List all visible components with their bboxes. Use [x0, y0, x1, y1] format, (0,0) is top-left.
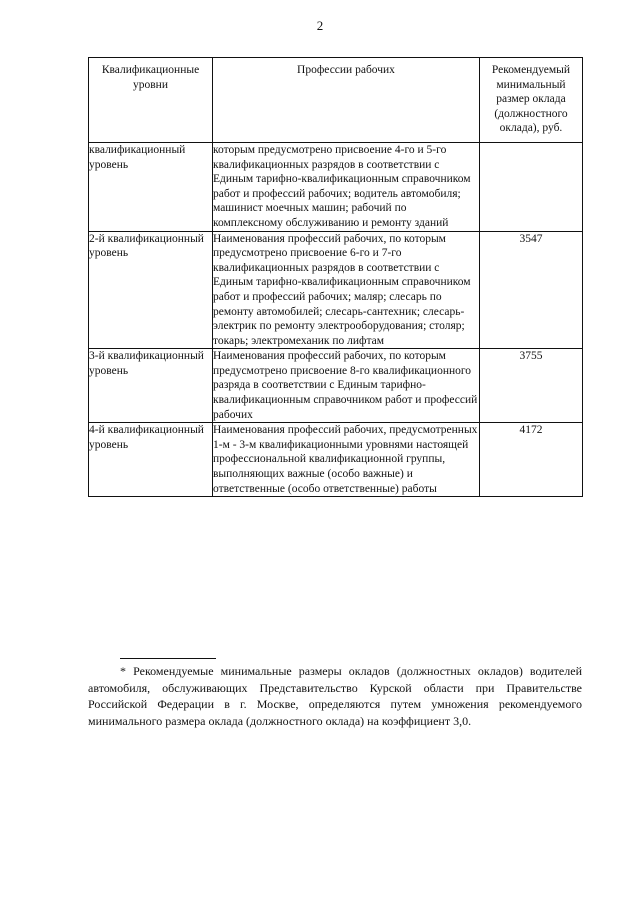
- footnote-separator: [120, 658, 216, 659]
- row-professions: Наименования профессий рабочих, по которым предусмотрено присвоение 6-го и 7-го квалификационных разрядов в соответствии с Единым тарифно-квалификационным справочником работ и профессий рабочих; маляр; слесарь по ремонту автомобилей; слесарь-сантехник; слесарь-электрик по ремонту электрооборудования; столяр; токарь; электромеханик по лифтам: [213, 231, 480, 349]
- row-level: 2-й квалификационный уровень: [89, 231, 213, 349]
- header-qualification-levels: Квалификационные уровни: [89, 58, 213, 143]
- row-salary: [480, 142, 583, 231]
- row-professions: Наименования профессий рабочих, по которым предусмотрено присвоение 8-го квалификационного разряда в соответствии с Единым тарифно-квалификационным справочником работ и профессий рабочих: [213, 349, 480, 423]
- row-salary: 3547: [480, 231, 583, 349]
- row-professions: которым предусмотрено присвоение 4-го и 5-го квалификационных разрядов в соответствии с Единым тарифно-квалификационным справочником работ и профессий рабочих; водитель автомобиля; машинист моечных машин; рабочий по комплексному обслуживанию и ремонту зданий: [213, 142, 480, 231]
- row-salary: 4172: [480, 423, 583, 497]
- table-row: [89, 142, 583, 231]
- table-row: [89, 349, 583, 423]
- page-number: 2: [316, 18, 324, 33]
- header-min-salary: Рекомендуемый минимальный размер оклада (должностного оклада), руб.: [480, 58, 583, 143]
- footnote-text: * Рекомендуемые минимальные размеры окладов (должностных окладов) водителей автомобиля, обслуживающих Представительство Курской области при Правительстве Российской Федерации в г. Москве, определяются путем умножения рекомендуемого минимального размера оклада (должностного оклада) на коэффициент 3,0.: [88, 664, 582, 728]
- row-professions: Наименования профессий рабочих, предусмотренных 1-м - 3-м квалификационными уровнями настоящей профессиональной квалификационной группы, выполняющих важные (особо важные) и ответственные (особо ответственные) работы: [213, 423, 480, 497]
- row-level: 3-й квалификационный уровень: [89, 349, 213, 423]
- row-level: квалификационный уровень: [89, 142, 213, 231]
- qualification-table: [88, 57, 583, 497]
- table-header-row: [89, 58, 583, 143]
- table-row: [89, 423, 583, 497]
- row-level: 4-й квалификационный уровень: [89, 423, 213, 497]
- table-row: [89, 231, 583, 349]
- header-professions: Профессии рабочих: [213, 58, 480, 143]
- row-salary: 3755: [480, 349, 583, 423]
